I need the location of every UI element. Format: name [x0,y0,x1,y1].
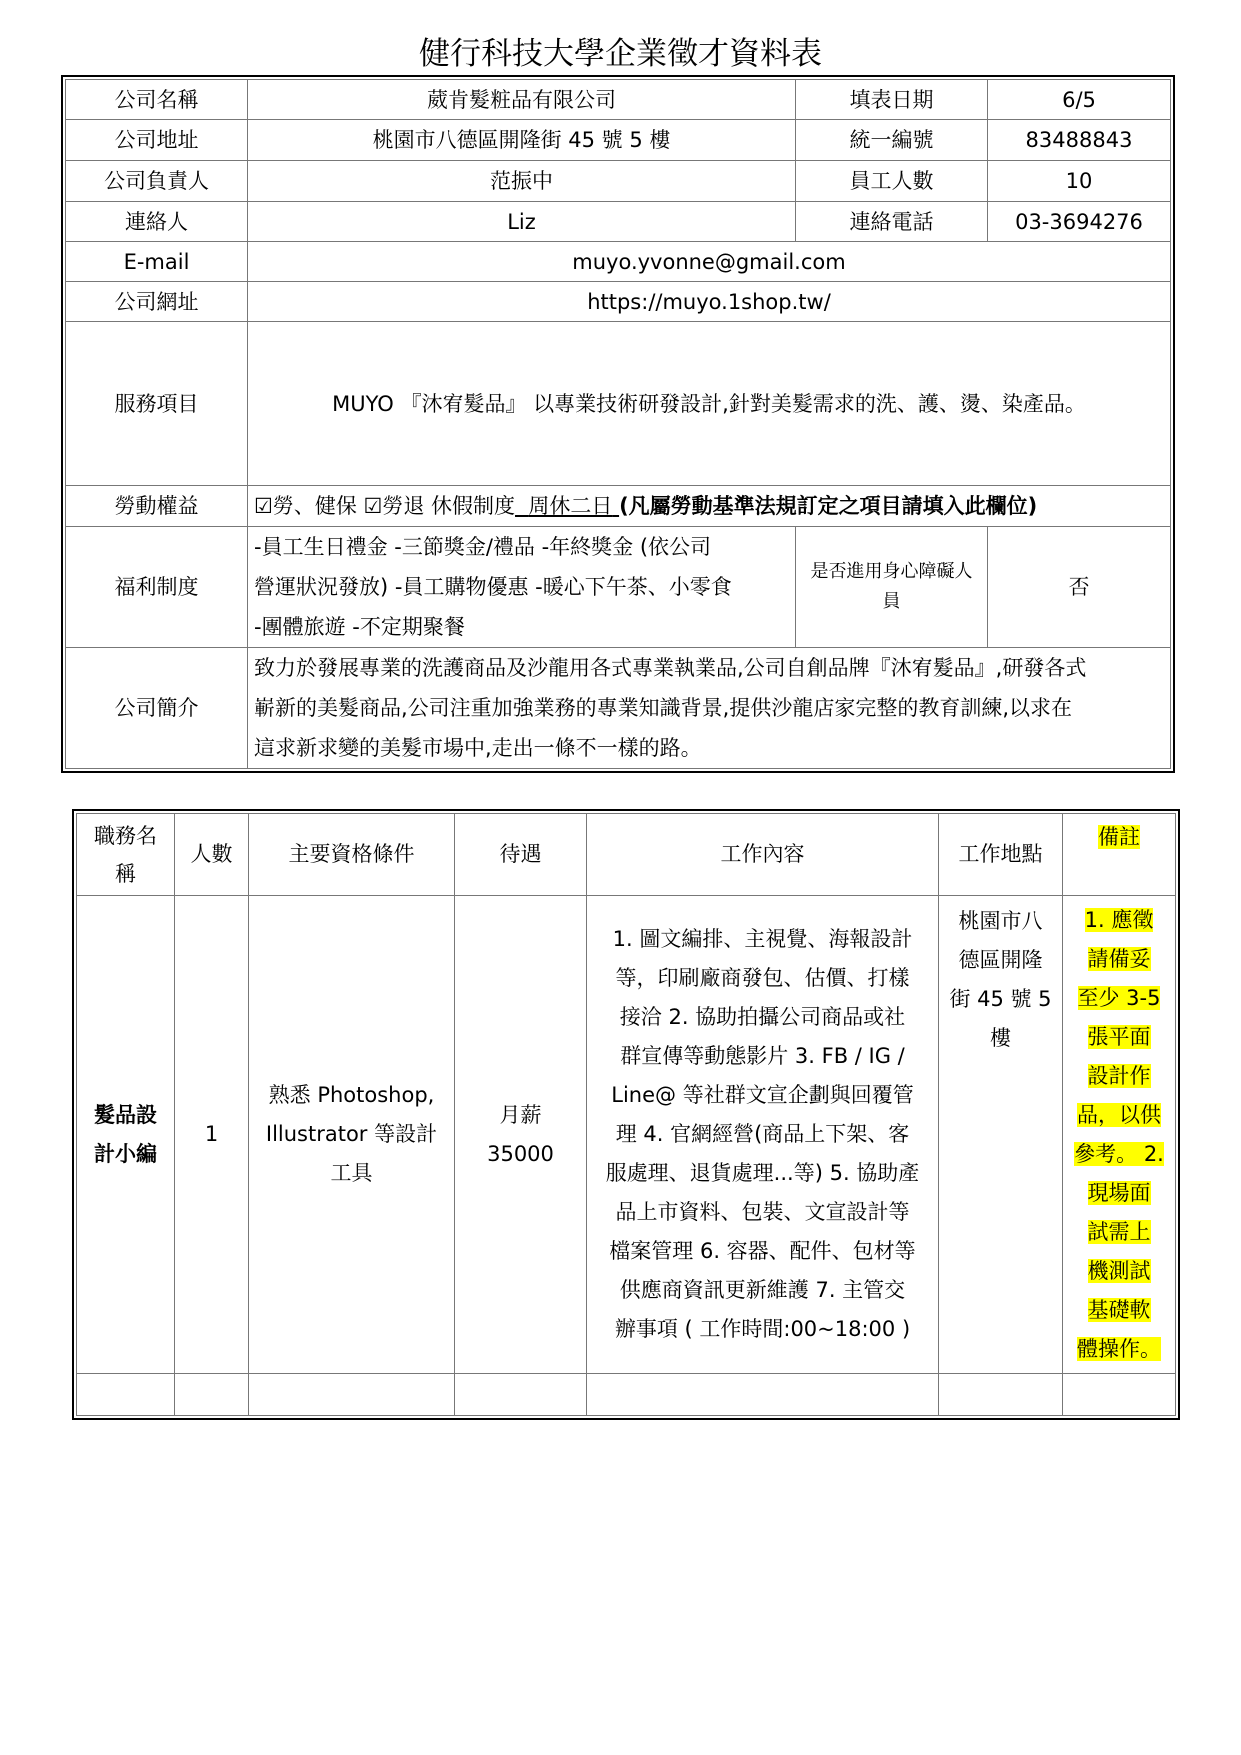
empty-table-row [77,1374,1176,1416]
intro-line: 這求新求變的美髮市場中,走出一條不一樣的路。 [254,736,702,760]
job-location: 桃園市八 德區開隆 街 45 號 5 樓 [939,896,1063,1374]
owner-label: 公司負責人 [66,161,248,202]
phone-value: 03-3694276 [988,202,1171,242]
header-notes: 備註 [1063,814,1176,896]
page-title: 健行科技大學企業徵才資料表 [419,36,822,72]
welfare-line: -員工生日禮金 -三節獎金/禮品 -年終獎金 (依公司 [254,535,712,559]
job-qualifications: 熟悉 Photoshop, Illustrator 等設計 工具 [249,896,455,1374]
service-value: MUYO 『沐宥髮品』 以專業技術研發設計,針對美髮需求的洗、護、燙、染產品。 [248,322,1171,486]
employees-label: 員工人數 [796,161,988,202]
contact-value: Liz [248,202,796,242]
header-location: 工作地點 [939,814,1063,896]
header-qualifications: 主要資格條件 [249,814,455,896]
company-name: 葳肯髮粧品有限公司 [248,80,796,120]
job-notes: 1. 應徵 請備妥 至少 3-5 張平面 設計作 品，以供 參考。 2. 現場面 試需上 機測試 基礎軟 體操作。 [1063,896,1176,1374]
labor-note: (凡屬勞動基準法規訂定之項目請填入此欄位) [619,494,1038,518]
job-content: 1. 圖文編排、主視覺、海報設計 等，印刷廠商發包、估價、打樣 接洽 2. 協助拍攝公司商品或社 群宣傳等動態影片 3. FB / IG / Line@ 等社群文宣企劃與回覆管 理 4. 官網經營(商品上下架、客 服處理、退貨處理...等) 5. 協助產 品上市資料、包裝、文宣設計等 檔案管理 6. 容器、配件、包材等 供應商資訊更新維護 7. 主管交 辦事項 ( 工作時間:00~18:00 ) [587,896,939,1374]
date-label: 填表日期 [796,80,988,120]
empty-cell [455,1374,587,1416]
labor-checks: ☑勞、健保 ☑勞退 休假制度 [254,494,516,518]
job-salary: 月薪 35000 [455,896,587,1374]
company-info-table [61,75,1175,773]
empty-cell [175,1374,249,1416]
phone-label: 連絡電話 [796,202,988,242]
header-job-title: 職務名 稱 [77,814,175,896]
intro-value [248,648,1171,769]
disability-value: 否 [988,527,1171,648]
service-label: 服務項目 [66,322,248,486]
labor-label: 勞動權益 [66,486,248,527]
job-title: 髮品設 計小編 [77,896,175,1374]
intro-line: 嶄新的美髮商品,公司注重加強業務的專業知識背景,提供沙龍店家完整的教育訓練,以求在 [254,696,1073,720]
table-row [77,896,1176,1374]
labor-value [248,486,1171,527]
labor-holiday: 周休二日 [528,494,613,518]
empty-cell [77,1374,175,1416]
welfare-value [248,527,796,648]
address-value: 桃園市八德區開隆街 45 號 5 樓 [248,120,796,161]
email-label: E-mail [66,242,248,282]
empty-cell [939,1374,1063,1416]
empty-cell [1063,1374,1176,1416]
welfare-label: 福利制度 [66,527,248,648]
empty-cell [249,1374,455,1416]
tax-id-label: 統一編號 [796,120,988,161]
contact-label: 連絡人 [66,202,248,242]
tax-id-value: 83488843 [988,120,1171,161]
email-value: muyo.yvonne@gmail.com [248,242,1171,282]
welfare-line: -團體旅遊 -不定期聚餐 [254,615,465,639]
disability-label: 是否進用身心障礙人員 [796,527,988,648]
header-content: 工作內容 [587,814,939,896]
company-name-label: 公司名稱 [66,80,248,120]
empty-cell [587,1374,939,1416]
owner-value: 范振中 [248,161,796,202]
job-count: 1 [175,896,249,1374]
job-openings-table [72,809,1180,1420]
intro-line: 致力於發展專業的洗護商品及沙龍用各式專業執業品,公司自創品牌『沐宥髮品』,研發各式 [254,656,1087,680]
employees-value: 10 [988,161,1171,202]
website-label: 公司網址 [66,282,248,322]
intro-label: 公司簡介 [66,648,248,769]
header-salary: 待遇 [455,814,587,896]
welfare-line: 營運狀況發放) -員工購物優惠 -暖心下午茶、小零食 [254,575,732,599]
date-value: 6/5 [988,80,1171,120]
header-count: 人數 [175,814,249,896]
address-label: 公司地址 [66,120,248,161]
website-value: https://muyo.1shop.tw/ [248,282,1171,322]
